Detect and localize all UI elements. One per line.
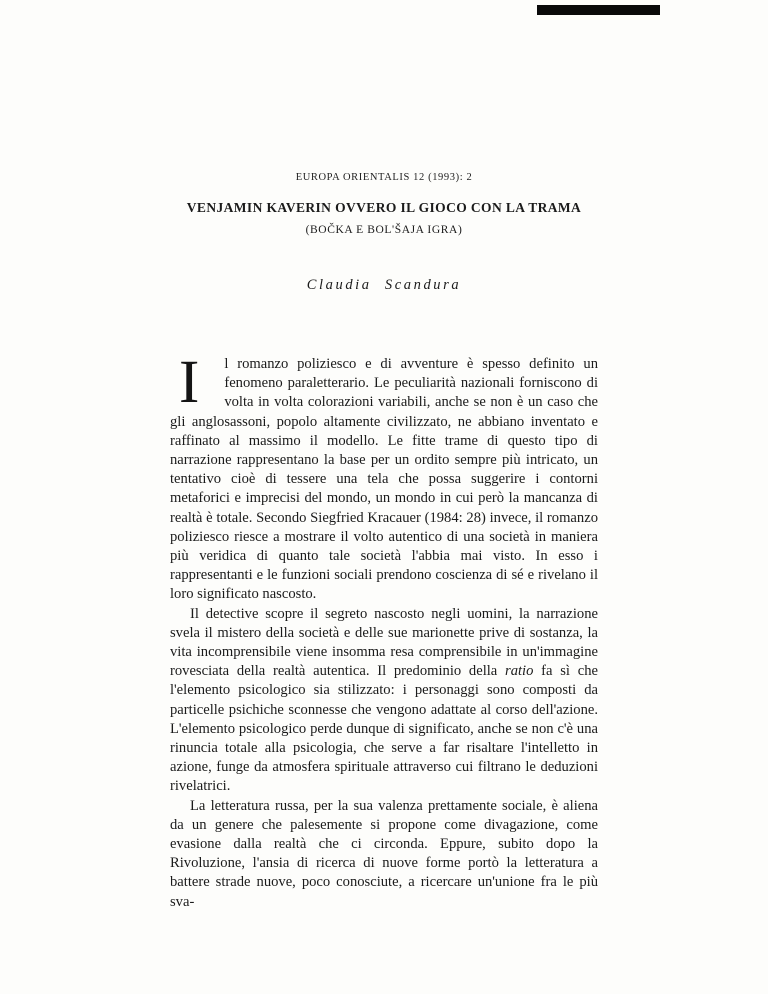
paragraph-2-text-after: fa sì che l'elemento psicologico sia stilizzato: i personaggi sono composti da particelle psichiche sconnesse che vengono adattate al corso dell'azione. L'elemento psicologico perde dunque di significato, anche se non c'è una rinuncia totale alla psicologia, che serve a far risaltare l'intelletto in azione, funge da atmosfera spirituale attraverso cui filtrano le deduzioni rivelatrici. [170, 663, 598, 795]
paragraph-2-text-before: Il detective scopre il segreto nascosto negli uomini, la narrazione svela il mistero della società e delle sue marionette prive di sostanza, la vita incomprensibile viene insomma resa comprensibile in un'immagine rovesciata della realtà autentica. Il predominio della [170, 605, 598, 680]
scan-artifact-bar [537, 5, 660, 15]
drop-cap: I [179, 349, 200, 416]
journal-header: EUROPA ORIENTALIS 12 (1993): 2 [295, 172, 473, 183]
article-title: VENJAMIN KAVERIN OVVERO IL GIOCO CON LA TRAMA [186, 200, 582, 215]
article-subtitle: (BOČKA E BOL'ŠAJA IGRA) [305, 224, 463, 236]
paragraph-1 [170, 349, 598, 605]
paragraph-1-text: l romanzo poliziesco e di avventure è spesso definito un fenomeno paraletterario. Le peculiarità nazionali forniscono di volta in volta colorazioni variabili, anche se non è un caso che gli anglosassoni, popolo altamente civilizzato, ne abbiano inventato e raffinato al massimo il modello. Le fitte trame di questo tipo di narrazione rappresentano la base per un ordito sempre più intricato, un tentativo cioè di tessere una tela che possa suggerire i contorni metaforici e imprecisi del mondo, un mondo in cui però la mancanza di realtà è totale. Secondo Siegfried Kracauer (1984: 28) invece, il romanzo poliziesco riesce a mostrare il volto autentico di una società in maniera più veridica di quanto tale società l'abbia mai visto. In esso i rappresentanti e le funzioni sociali prendono coscienza di sé e rivelano il loro significato nascosto. [170, 356, 598, 603]
paragraph-3: La letteratura russa, per la sua valenza prettamente sociale, è aliena da un genere che palesemente si propone come divagazione, come evasione dalla realtà che ci circonda. Eppure, subito dopo la Rivoluzione, l'ansia di ricerca di nuove forme portò la letteratura a battere strade nuove, poco conosciute, a ricercare un'unione fra le più sva- [170, 797, 598, 910]
paragraph-2 [170, 605, 598, 797]
paragraph-2-italic-term: ratio [505, 663, 534, 680]
author-name: Claudia Scandura [306, 277, 462, 293]
article-body [170, 349, 598, 912]
